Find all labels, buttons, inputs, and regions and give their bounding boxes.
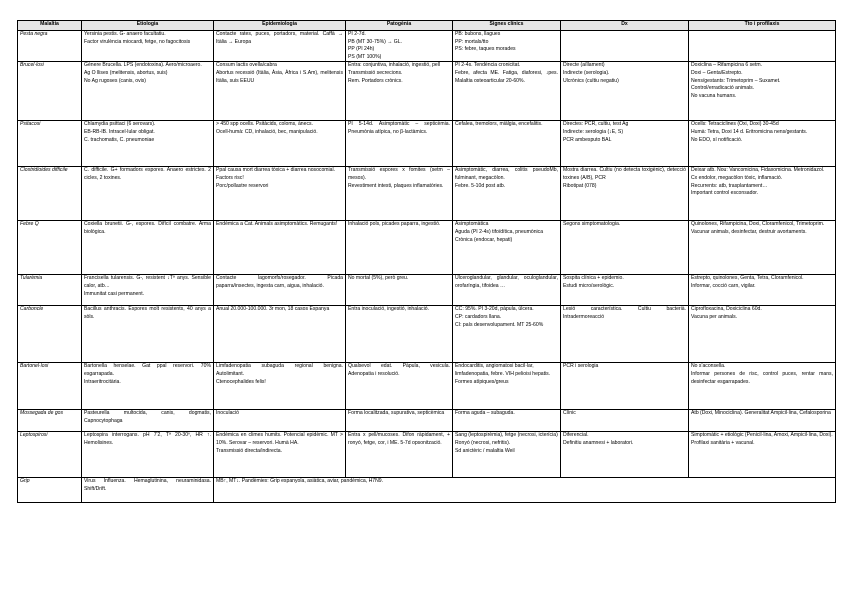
epidemiology-line: Abortus recessió (Itàlia, Àsia, Àfrica i S.Am), melitensis Itàlia, suis EEUU: [216, 69, 343, 84]
signs-line: Aguda (PI 2-4s) tifoïdítica, pneumònica: [455, 228, 544, 235]
treatment-line: Estrepto, quinolones, Genta, Tetra, Cloramfenicol.: [691, 275, 804, 282]
dx-cell: [561, 62, 689, 121]
treatment-line: Profilaxi sanitària + vacunal.: [691, 439, 755, 446]
signs-line: Crònica (endocar, hepati): [455, 236, 513, 243]
pathogenesis-line: PI 5-14d. Asimptomàtic – septicèmia. Pneumònia atípica, no β-lactàmics.: [348, 121, 450, 135]
epidemiology-line: Endèmica a Cat. Animals asimptomàtics. Remugants!: [216, 221, 338, 228]
epidemiology-line: Anual 20.000-100.000. 3r mon, 18 casos Espanya: [216, 306, 330, 313]
dx-line: Ulcrònics (cultiu negatiu): [563, 77, 619, 84]
dx-cell: [561, 432, 689, 478]
signs-line: Cefalea, tremolors, miàlgia, encefalitis.: [455, 121, 543, 128]
dx-cell: [561, 221, 689, 275]
treatment-line: Humà: Tetra, Doxi 14 d. Eritromicina nens/gestants.: [691, 128, 808, 135]
pathogenesis-cell: [346, 432, 453, 478]
header-row: [18, 21, 836, 31]
treatment-cell: [689, 221, 836, 275]
signs-cell: [453, 432, 561, 478]
signs-line: PB: bubons, llagues: [455, 31, 501, 37]
header-etiologia: Etiologia: [82, 21, 214, 31]
treatment-line: Control/erradicació animals.: [691, 85, 755, 92]
etiology-cell: [82, 275, 214, 306]
epidemiology-cell: [214, 410, 346, 432]
signs-line: Asimptomàtic, diarrea, colitis pseudoMb, fulminant, megacòlon.: [455, 167, 558, 181]
table-row: [18, 62, 836, 121]
disease-name: Clostridioides difficile: [18, 167, 82, 221]
table-row: [18, 363, 836, 410]
table-body: [18, 31, 836, 503]
disease-table: [17, 20, 836, 503]
etiology-line: Ag O llises (melitensis, abortus, suis): [84, 69, 168, 76]
epidemiology-cell: [214, 167, 346, 221]
pathogenesis-line: Forma localitzada, supurativa, septicèmica: [348, 410, 445, 417]
signs-line: PI 2-4s. Tendència cronicitat.: [455, 62, 521, 69]
signs-cell: [453, 62, 561, 121]
pathogenesis-cell: [346, 221, 453, 275]
etiology-line: Francisella tularensis. G-, resistent ↓Tª anys. Sensible calor, atb…: [84, 275, 211, 289]
table-row: [18, 410, 836, 432]
epidemiology-line: Contacte rates, puces, portadors, material. Caffà → Itàlia → Europa: [216, 31, 343, 45]
signs-line: Ulceroglandular, glandular, oculoglandular, orofaríngia, tifoidea …: [455, 275, 558, 289]
etiology-line: C. trachomatis, C. pneumoniae: [84, 136, 155, 143]
table-row-grip: [18, 478, 836, 503]
disease-name: Brucel·losi: [18, 62, 82, 121]
etiology-cell: [82, 167, 214, 221]
treatment-line: Informar persones de risc, control puces, rentar mans, desinfectar esgarrapades.: [691, 370, 833, 385]
signs-line: Sang (leptospirèmia), fetge (necrosi, icterícia): [455, 432, 558, 439]
treatment-line: Vacuna per animals.: [691, 313, 738, 320]
signs-cell: [453, 363, 561, 410]
pathogenesis-cell: [346, 31, 453, 62]
signs-line: CI: país desenvolupament. MT 25-60%: [455, 321, 544, 328]
merged-info-cell: MB↑, MT↓. Pandèmies: Grip espanyola, asiàtica, aviar, pandèmica, H7N9.: [214, 478, 836, 503]
signs-cell: [453, 121, 561, 167]
signs-line: CC: 95%. PI 3-20d, pàpula, úlcera.: [455, 306, 534, 313]
epidemiology-line: Limfadenopatia subaguda regional benigna. Autolimitant.: [216, 363, 343, 377]
dx-line: Lesió característica. Cultiu bacterià. Intradermoreacció: [563, 306, 686, 320]
signs-cell: [453, 410, 561, 432]
treatment-line: No EDO, sí notificació.: [691, 136, 743, 143]
header-malaltia: Malaltia: [18, 21, 82, 31]
treatment-line: Informar, cocció carn, vigilar.: [691, 282, 756, 289]
pathogenesis-line: Entra x pell/mucoses. Difon ràpidament, + ronyó, fetge, cor, i ME. 5-7d opsonització.: [348, 432, 450, 446]
treatment-line: Simptomàtic + etiològic (Penicil·lina, Amoxi, Ampicil·lina, Doxi).: [691, 432, 833, 439]
treatment-line: No vacuna humans.: [691, 92, 737, 99]
pathogenesis-cell: [346, 121, 453, 167]
etiology-line: EB-RB-IB. Intracel·lular obligat.: [84, 128, 155, 135]
etiology-cell: [82, 410, 214, 432]
epidemiology-line: Contacte lagomorfs/rosegador. Picada paparra/insectes, ingesta carn, aigua, inhalació.: [216, 275, 343, 289]
signs-line: Sd anictèric / malaltia Weil: [455, 447, 515, 454]
epidemiology-cell: [214, 275, 346, 306]
table-row: [18, 221, 836, 275]
dx-line: Indirecte: serologia (↓E, S): [563, 128, 624, 135]
signs-line: PP: mortals/tto: [455, 38, 489, 45]
epidemiology-cell: [214, 432, 346, 478]
pathogenesis-line: Transmissió espores x fomites (setm – mesos).: [348, 167, 450, 181]
etiology-line: Bacillus anthracis. Espores molt resistents, 40 anys a sòls.: [84, 306, 211, 320]
header-tto-profilaxis: Tto i profilaxis: [689, 21, 836, 31]
dx-cell: [561, 31, 689, 62]
treatment-line: Atb (Doxi, Minociclina). Generalitat Ampicil·lina, Cefalosporina: [691, 410, 831, 417]
epidemiology-cell: [214, 363, 346, 410]
epidemiology-cell: [214, 62, 346, 121]
dx-cell: [561, 306, 689, 363]
treatment-cell: [689, 432, 836, 478]
etiology-line: Intraeritrocitària.: [84, 378, 121, 385]
pathogenesis-line: Entra inoculació, ingestió, inhalació.: [348, 306, 429, 313]
treatment-cell: [689, 363, 836, 410]
epidemiology-line: Factors risc!: [216, 174, 244, 181]
treatment-line: Ciprofloxacina, Doxiciclina 60d.: [691, 306, 762, 313]
dx-line: Indirecte (serologia).: [563, 69, 610, 76]
etiology-cell: [82, 432, 214, 478]
signs-line: Forma aguda – subaguda.: [455, 410, 515, 417]
pathogenesis-cell: [346, 275, 453, 306]
treatment-line: No s'aconsella.: [691, 363, 726, 370]
epidemiology-line: Ocell-humà: CD, inhalació, bec, manipulació.: [216, 128, 318, 135]
pathogenesis-line: Qualsevol edat. Pàpula, vesicula. Adenopatia i resolució.: [348, 363, 450, 377]
treatment-cell: [689, 410, 836, 432]
disease-name: Carboncle: [18, 306, 82, 363]
header-epidemiologia: Epidemiologia: [214, 21, 346, 31]
table-row: [18, 31, 836, 62]
pathogenesis-cell: [346, 167, 453, 221]
etiology-line: Pasteurella multocida, canis, dogmatis, Capnocytophaga: [84, 410, 211, 424]
header-patogenia: Patogènia: [346, 21, 453, 31]
epidemiology-cell: [214, 31, 346, 62]
disease-name: Febre Q: [18, 221, 82, 275]
etiology-line: Coxiella brunetii. G-, espores. Difícil combatre. Arma biològica.: [84, 221, 211, 235]
treatment-line: Ocells: Tetraciclines (Oxi, Doxi) 30-45d: [691, 121, 779, 128]
epidemiology-cell: [214, 306, 346, 363]
disease-name: Mossegada de gos: [18, 410, 82, 432]
treatment-cell: [689, 121, 836, 167]
epidemiology-line: Consum lactis ovella/cabra: [216, 62, 277, 69]
header-signes-clinics: Signes clínics: [453, 21, 561, 31]
etiology-line: No Ag rugoses (canis, ovis): [84, 77, 147, 84]
dx-cell: [561, 275, 689, 306]
signs-line: Formes atípiques/greus: [455, 378, 509, 385]
etiology-line: Chlamydia psittaci (6 serovars).: [84, 121, 156, 128]
pathogenesis-line: Transmissió secrecions.: [348, 69, 403, 76]
disease-name: Grip: [18, 478, 82, 503]
dx-line: Diferencial.: [563, 432, 589, 439]
etiology-line: C. difficile. G+ formadors espores. Anaero estrictes. 2 cicles, 2 toxines.: [84, 167, 211, 181]
dx-line: PCR i serologia: [563, 363, 599, 370]
dx-cell: [561, 121, 689, 167]
pathogenesis-line: No mortal (5%), però greu.: [348, 275, 409, 282]
etiology-cell: [82, 31, 214, 62]
table-row: [18, 275, 836, 306]
pathogenesis-line: Revestiment intesti, plaques inflamatòries.: [348, 182, 444, 189]
dx-line: Clínic: [563, 410, 576, 417]
pathogenesis-cell: [346, 410, 453, 432]
pathogenesis-line: PI 2-7d.: [348, 31, 366, 37]
table-row: [18, 121, 836, 167]
dx-cell: [561, 167, 689, 221]
dx-line: Ribotipat (078): [563, 182, 597, 189]
signs-line: Endocarditis, angiomatosi bacil·lar, limfadenopatia, febre. VIH pelioisi hepatis.: [455, 363, 551, 377]
etiology-cell: [82, 62, 214, 121]
treatment-cell: [689, 167, 836, 221]
epidemiology-line: Inoculació: [216, 410, 239, 417]
etiology-line: Gènere Brucella. LPS (endotoxina). Aero/microaero.: [84, 62, 202, 69]
etiology-line: Bartonella henselae. Gat ppal reservori. 70% esgarrapada.: [84, 363, 211, 377]
table-row: [18, 306, 836, 363]
dx-line: Sospita clínica + epidemio.: [563, 275, 624, 282]
epidemiology-line: Transmissió directa/indirecta.: [216, 447, 283, 454]
treatment-line: Deixar atb. Nou: Vancomicina, Fidaxomicina. Metronidazol.: [691, 167, 825, 174]
signs-line: Ronyó (necrosi, nefritis).: [455, 439, 511, 446]
treatment-line: Cx endolor, megacòlon tòxic, inflamació.: [691, 174, 783, 181]
signs-line: Asimptomàtica: [455, 221, 489, 228]
treatment-cell: [689, 275, 836, 306]
dx-cell: [561, 363, 689, 410]
pathogenesis-line: PS (MT 100%): [348, 53, 382, 60]
header-dx: Dx: [561, 21, 689, 31]
etiology-cell: [82, 221, 214, 275]
disease-name: Pesta negra: [18, 31, 82, 62]
treatment-cell: [689, 306, 836, 363]
signs-cell: [453, 221, 561, 275]
table-row: [18, 167, 836, 221]
disease-name: Leptospirosi: [18, 432, 82, 478]
etiology-line: Immunitat casi permanent.: [84, 290, 145, 297]
treatment-line: Important control esconsador.: [691, 190, 759, 197]
etiology-cell: [82, 306, 214, 363]
etiology-cell: [82, 363, 214, 410]
pathogenesis-line: Entra: conjuntiva, inhalació, ingestió, pell: [348, 62, 441, 69]
pathogenesis-cell: [346, 62, 453, 121]
pathogenesis-line: PB (MT 30-75%) → GL.: [348, 38, 402, 45]
treatment-line: Nens/gestants: Trimetoprim – Suxamet.: [691, 77, 781, 84]
epidemiology-line: Endèmica en climes humits. Potencial epidèmic. MT > 10%. Serovar – reservori. Humà HA.: [216, 432, 343, 446]
treatment-line: Vacunar animals, desinfectar, destruir avortaments.: [691, 228, 807, 235]
treatment-line: Doxi – Genta/Estrepto.: [691, 69, 743, 76]
treatment-cell: [689, 31, 836, 62]
disease-name: Bartonel·losi: [18, 363, 82, 410]
signs-cell: [453, 306, 561, 363]
dx-line: Mostra diarrea. Cultiu (no detecta toxigènic), detecció toxines (A/B), PCR: [563, 167, 686, 181]
dx-cell: [561, 410, 689, 432]
signs-cell: [453, 31, 561, 62]
signs-cell: [453, 167, 561, 221]
dx-line: Directe (aïllament): [563, 62, 605, 69]
pathogenesis-line: Rem. Portadors crònics.: [348, 77, 403, 84]
dx-line: Segons simptomatologia.: [563, 221, 621, 228]
etiology-line: Yersinia pestis. G- anaero facultatiu.: [84, 31, 166, 37]
epidemiology-line: Ppal causa mort diarrea tòxica + diarrea nosocomial.: [216, 167, 336, 174]
signs-line: Febre, afecta ME. Fatiga, diaforesi, ↓pes. Malaltia osteoarticular 20-60%.: [455, 69, 558, 84]
etiology-cell: [82, 478, 214, 503]
epidemiology-line: Ctenocephalides felis!: [216, 378, 266, 385]
dx-line: Estudi micro/serològic.: [563, 282, 615, 289]
epidemiology-cell: [214, 221, 346, 275]
etiology-line: Factor virulència miocardi, fetge, no fagocitosis: [84, 38, 191, 45]
signs-line: CP: cardadors llana.: [455, 313, 502, 320]
pathogenesis-cell: [346, 306, 453, 363]
signs-line: Febre. 5-10d post atb.: [455, 182, 506, 189]
treatment-line: Recurrents: atb, trasplantament…: [691, 182, 768, 189]
treatment-cell: [689, 62, 836, 121]
signs-cell: [453, 275, 561, 306]
treatment-line: Doxiclina – Rifampicina 6 setm.: [691, 62, 763, 69]
etiology-text: Virus Influenza. Hemaglutinina, neuraminidasa. Shift/Drift.: [84, 478, 211, 492]
document-page: [17, 20, 835, 503]
dx-line: PCR ambesputo BAL: [563, 136, 612, 143]
pathogenesis-cell: [346, 363, 453, 410]
treatment-line: Quinolones, Rifampicina, Doxi, Cloramfenicol, Trimetoprim.: [691, 221, 825, 228]
epidemiology-line: Porc/pollastre reservori: [216, 182, 269, 189]
epidemiology-cell: [214, 121, 346, 167]
pathogenesis-line: PP (PI 24h): [348, 46, 375, 53]
disease-name: Psitacosi: [18, 121, 82, 167]
etiology-line: Leptospira interrogans. pH 7'2, Tª 20-30º, HR ↑. Hemolisines.: [84, 432, 211, 446]
table-row: [18, 432, 836, 478]
etiology-cell: [82, 121, 214, 167]
epidemiology-line: > 450 spp ocells. Psitàcids, coloms, ànecs.: [216, 121, 313, 128]
disease-name: Tularèmia: [18, 275, 82, 306]
pathogenesis-line: Inhalació pols, picades paparra, ingestió.: [348, 221, 441, 228]
signs-line: PS: febre, taques morades: [455, 46, 516, 53]
dx-line: Directes: PCR, cultiu, test Ag: [563, 121, 629, 128]
dx-line: Definitiu anamnesi + laboratori.: [563, 439, 634, 446]
